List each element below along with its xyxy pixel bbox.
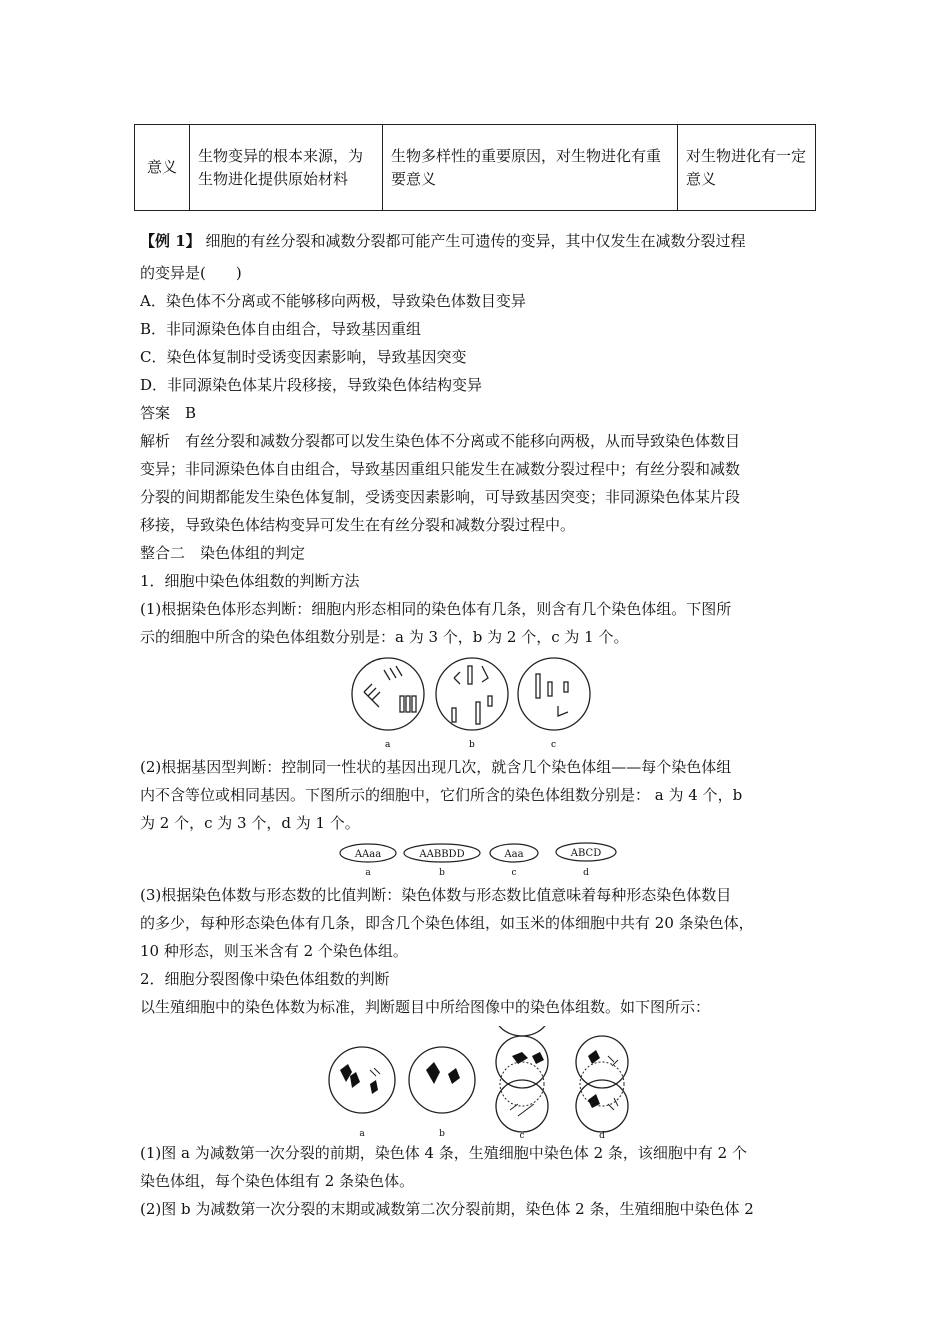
paragraph-line: 示的细胞中所含的染色体组数分别是：a 为 3 个，b 为 2 个，c 为 1 个。	[140, 628, 629, 646]
subheading: 2．细胞分裂图像中染色体组数的判断	[140, 970, 390, 988]
analysis-line: 解析 有丝分裂和减数分裂都可以发生染色体不分离或不能移向两极，从而导致染色体数目	[140, 432, 741, 450]
example-question-line2: 的变异是( )	[140, 264, 242, 282]
figure-label: d	[599, 1131, 605, 1140]
table-cell: 生物变异的根本来源，为生物进化提供原始材料	[190, 125, 383, 211]
analysis-line: 移接，导致染色体结构变异可发生在有丝分裂和减数分裂过程中。	[140, 516, 576, 534]
example-question-line	[140, 230, 745, 252]
figure-label: d	[583, 868, 589, 878]
example-question-text: 细胞的有丝分裂和减数分裂都可能产生可遗传的变异，其中仅发生在减数分裂过程	[205, 232, 746, 250]
paragraph-line: 的多少，每种形态染色体有几条，即含几个染色体组，如玉米的体细胞中共有 20 条染色体，	[140, 914, 754, 932]
genotype-label: AAaa	[354, 849, 382, 860]
figure-label: b	[439, 868, 445, 878]
genotype-label: ABCD	[570, 848, 602, 859]
table-row	[135, 125, 816, 211]
meaning-table	[134, 124, 816, 211]
option-b: B．非同源染色体自由组合，导致基因重组	[140, 320, 422, 338]
table-row-label: 意义	[135, 125, 190, 211]
paragraph-line: 10 种形态，则玉米含有 2 个染色体组。	[140, 942, 408, 960]
figure-label: c	[519, 1131, 525, 1140]
genotype-label: AABBDD	[419, 849, 465, 860]
figure-label: b	[469, 740, 475, 750]
paragraph-line: 内不含等位或相同基因。下图所示的细胞中，它们所含的染色体组数分别是： a 为 4 个，b	[140, 786, 743, 804]
figure-label: b	[439, 1129, 445, 1139]
table-cell: 生物多样性的重要原因，对生物进化有重要意义	[383, 125, 678, 211]
figure-label: c	[511, 868, 517, 878]
figure-chromosome-morphology	[350, 652, 600, 752]
paragraph-line: (2)图 b 为减数第一次分裂的末期或减数第二次分裂前期，染色体 2 条，生殖细胞中染色体 2	[140, 1200, 754, 1218]
figure-label: a	[385, 740, 391, 750]
figure-label: a	[359, 1129, 365, 1139]
analysis-line: 分裂的间期都能发生染色体复制，受诱变因素影响，可导致基因突变；非同源染色体某片段	[140, 488, 741, 506]
paragraph-line: (3)根据染色体数与形态数的比值判断：染色体数与形态数比值意味着每种形态染色体数目	[140, 886, 732, 904]
paragraph-line: (1)根据染色体形态判断：细胞内形态相同的染色体有几条，则含有几个染色体组。下图所	[140, 600, 732, 618]
paragraph-line: 为 2 个，c 为 3 个，d 为 1 个。	[140, 814, 360, 832]
answer-line: 答案 B	[140, 404, 197, 422]
option-a: A．染色体不分离或不能够移向两极，导致染色体数目变异	[140, 292, 526, 310]
genotype-label: Aaa	[504, 849, 524, 860]
paragraph-line: (2)根据基因型判断：控制同一性状的基因出现几次，就含几个染色体组——每个染色体组	[140, 758, 732, 776]
example-tag: 【例 1】	[140, 232, 201, 250]
figure-cell-division	[326, 1026, 636, 1140]
paragraph-line: 以生殖细胞中的染色体数为标准，判断题目中所给图像中的染色体组数。如下图所示：	[140, 998, 711, 1016]
figure-label: c	[551, 740, 557, 750]
option-d: D．非同源染色体某片段移接，导致染色体结构变异	[140, 376, 483, 394]
figure-genotypes	[338, 840, 628, 880]
section-heading: 整合二 染色体组的判定	[140, 544, 306, 562]
option-c: C．染色体复制时受诱变因素影响，导致基因突变	[140, 348, 467, 366]
analysis-line: 变异；非同源染色体自由组合，导致基因重组只能发生在减数分裂过程中；有丝分裂和减数	[140, 460, 741, 478]
subheading: 1．细胞中染色体组数的判断方法	[140, 572, 360, 590]
table-cell: 对生物进化有一定意义	[678, 125, 816, 211]
paragraph-line: (1)图 a 为减数第一次分裂的前期，染色体 4 条，生殖细胞中染色体 2 条，该细胞中有 2 个	[140, 1144, 747, 1162]
paragraph-line: 染色体组，每个染色体组有 2 条染色体。	[140, 1172, 415, 1190]
figure-label: a	[365, 868, 371, 878]
